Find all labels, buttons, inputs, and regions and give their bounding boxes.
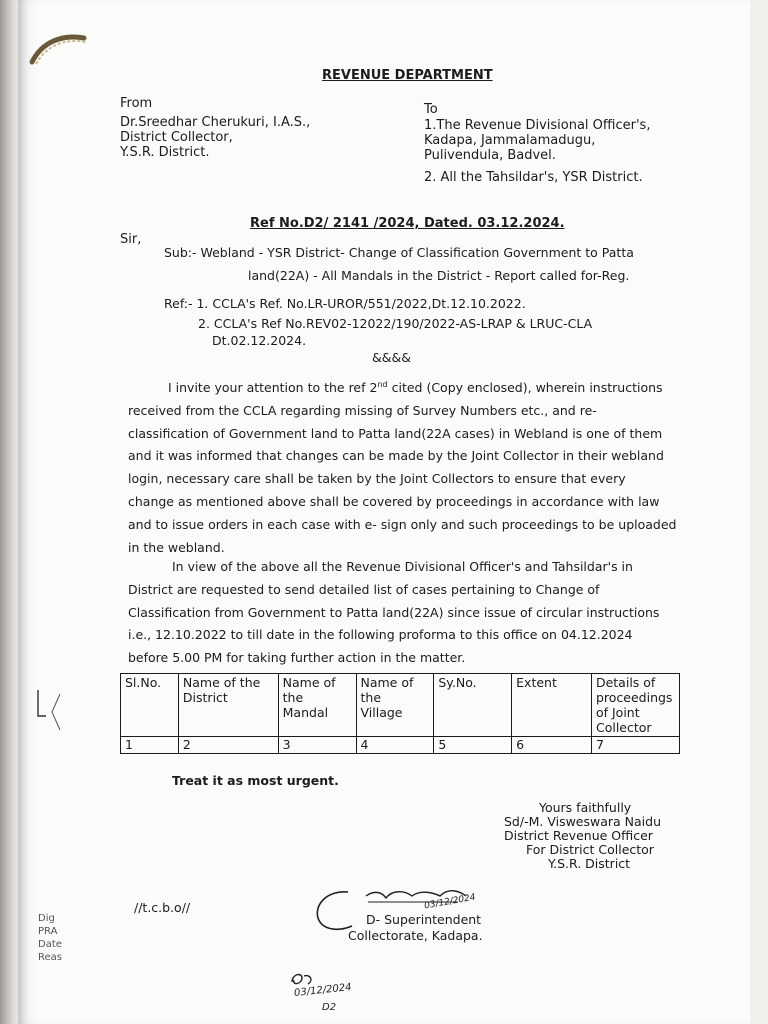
table-row: [121, 737, 680, 754]
column-header-details: Details of proceedings of Joint Collector: [591, 674, 679, 737]
paragraph-line: Classification from Government to Patta land(22A) since issue of circular instructions: [128, 604, 660, 620]
bottom-date: 03/12/2024: [293, 982, 353, 999]
table-cell: 5: [434, 737, 512, 754]
stamp-fragment: Dig: [38, 913, 55, 924]
table-cell: 1: [121, 737, 179, 754]
paragraph-line: change as mentioned above shall be covered by proceedings in accordance with law: [128, 493, 660, 509]
to-line: 2. All the Tahsildar's, YSR District.: [424, 170, 643, 185]
separator: &&&&: [372, 350, 411, 365]
column-header-district: Name of the District: [178, 674, 278, 737]
superintendent-office: Collectorate, Kadapa.: [348, 928, 483, 943]
column-header-sl-no: Sl.No.: [121, 674, 179, 737]
from-label: From: [120, 96, 153, 111]
signature-line: District Revenue Officer: [504, 828, 653, 843]
salutation: Sir,: [120, 232, 142, 247]
paragraph-line: classification of Government land to Patta land(22A cases) in Webland is one of them: [128, 425, 663, 441]
subject-line: land(22A) - All Mandals in the District - Report called for-Reg.: [248, 268, 630, 283]
initials-code: //t.c.b.o//: [134, 900, 191, 915]
paragraph-line: login, necessary care shall be taken by the Joint Collectors to ensure that every: [128, 471, 626, 487]
paragraph-1: [128, 374, 676, 559]
table-cell: 6: [512, 737, 592, 754]
ref-line: Dt.02.12.2024.: [212, 333, 307, 348]
stamp-fragment: Reas: [38, 952, 62, 963]
ref-line: 2. CCLA's Ref No.REV02-12022/190/2022-AS-LRAP & LRUC-CLA: [198, 316, 593, 331]
signature-line: Sd/-M. Visweswara Naidu: [504, 814, 662, 829]
to-line: 1.The Revenue Divisional Officer's,: [424, 118, 651, 133]
paragraph-line: and it was informed that changes can be made by the Joint Collector in their webland: [128, 448, 664, 464]
paragraph-line: received from the CCLA regarding missing of Survey Numbers etc., and re-: [128, 402, 597, 418]
binding-tag-icon: [28, 28, 88, 68]
margin-mark-icon: [32, 686, 72, 736]
bottom-mark: D2: [322, 1002, 337, 1013]
stamp-fragment: PRA: [38, 926, 58, 937]
to-line: Kadapa, Jammalamadugu,: [424, 133, 596, 148]
paragraph-line: i.e., 12.10.2022 to till date in the following proforma to this office on 04.12.2024: [128, 627, 633, 643]
department-title: REVENUE DEPARTMENT: [322, 68, 493, 83]
subject-line: Sub:- Webland - YSR District- Change of Classification Government to Patta: [164, 245, 634, 260]
column-header-village: Name of the Village: [356, 674, 434, 737]
to-label: To: [424, 102, 438, 117]
proforma-table: [120, 673, 680, 754]
from-line: District Collector,: [120, 130, 233, 145]
signature-date: 03/12/2024: [423, 892, 477, 912]
column-header-sy-no: Sy.No.: [434, 674, 512, 737]
table-header-row: [121, 674, 680, 737]
column-header-mandal: Name of the Mandal: [278, 674, 356, 737]
signature-line: For District Collector: [526, 842, 654, 857]
paragraph-line: and to issue orders in each case with e- sign only and such proceedings to be uploaded: [128, 516, 677, 532]
table-cell: 4: [356, 737, 434, 754]
from-line: Dr.Sreedhar Cherukuri, I.A.S.,: [120, 115, 311, 130]
reference-number: Ref No.D2/ 2141 /2024, Dated. 03.12.2024.: [250, 216, 565, 231]
signature-line: Y.S.R. District: [548, 856, 631, 871]
signature-line: Yours faithfully: [539, 800, 632, 815]
page-edge-shadow: [0, 0, 20, 1024]
ref-line: Ref:- 1. CCLA's Ref. No.LR-UROR/551/2022,Dt.12.10.2022.: [164, 296, 526, 311]
paragraph-line: In view of the above all the Revenue Divisional Officer's and Tahsildar's in: [172, 559, 633, 574]
to-line: Pulivendula, Badvel.: [424, 148, 556, 163]
table-cell: 3: [278, 737, 356, 754]
paragraph-line: I invite your attention to the ref 2nd cited (Copy enclosed), wherein instructions: [168, 380, 663, 395]
paragraph-line: District are requested to send detailed list of cases pertaining to Change of: [128, 581, 600, 597]
superintendent-title: D- Superintendent: [366, 912, 482, 927]
from-line: Y.S.R. District.: [120, 145, 210, 160]
paragraph-line: before 5.00 PM for taking further action in the matter.: [128, 650, 466, 666]
paragraph-2: [128, 556, 659, 670]
urgent-note: Treat it as most urgent.: [172, 773, 339, 788]
column-header-extent: Extent: [512, 674, 592, 737]
table-cell: 7: [591, 737, 679, 754]
table-cell: 2: [178, 737, 278, 754]
paragraph-line: in the webland.: [128, 539, 225, 555]
stamp-fragment: Date: [38, 939, 62, 950]
